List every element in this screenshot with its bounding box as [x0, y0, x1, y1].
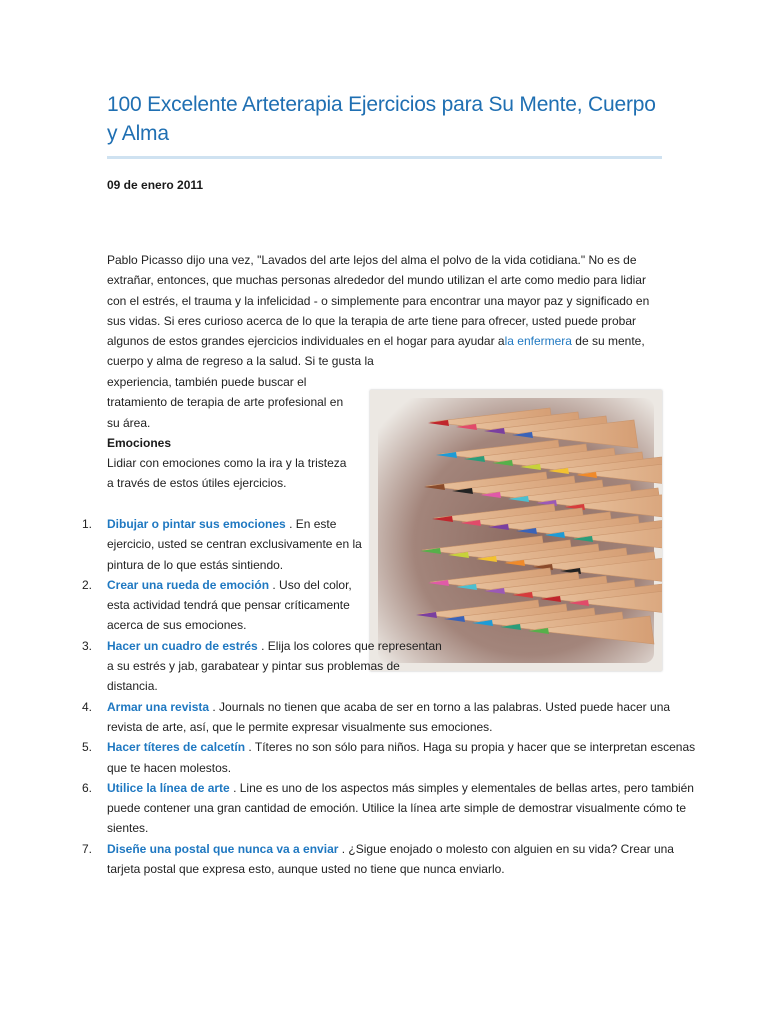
exercise-link[interactable]: Dibujar o pintar sus emociones: [107, 517, 286, 531]
exercise-text: . En este ejercicio, usted se centran exclusivamente en la pintura de lo que estás sintiendo.: [107, 517, 362, 572]
list-number: 3.: [82, 638, 93, 653]
page-title: 100 Excelente Arteterapia Ejercicios para Su Mente, Cuerpo y Alma: [107, 93, 656, 145]
exercise-text: . Títeres no son sólo para niños. Haga su propia y hacer que se interpretan escenas que te hacen molestos.: [107, 740, 696, 775]
exercise-text: . Elija los colores que representan a su estrés y jab, garabatear y pintar sus problemas de distancia.: [107, 638, 442, 694]
list-number: 4.: [82, 699, 93, 714]
exercise-link[interactable]: Hacer un cuadro de estrés: [107, 638, 258, 653]
post-date: 09 de enero 2011: [107, 178, 204, 192]
list-item: [70, 697, 707, 738]
exercise-link[interactable]: Diseñe una postal que nunca va a enviar: [107, 841, 339, 856]
intro-wrap-text: experiencia, también puede buscar el tratamiento de terapia de arte profesional en su área.: [107, 375, 344, 430]
exercise-text: . Journals no tienen que acaba de ser en torno a las palabras. Usted puede hacer una revista de arte, así, que le permite expresar visualmente sus emociones.: [107, 699, 671, 734]
title-divider: [107, 156, 662, 159]
list-item: [70, 636, 447, 697]
exercise-text: . Uso del color, esta actividad tendrá que pensar críticamente acerca de sus emociones.: [107, 577, 352, 633]
list-number: 1.: [82, 517, 93, 531]
list-item: [70, 737, 707, 778]
list-item: [70, 575, 372, 636]
section-heading: Emociones: [107, 435, 172, 450]
exercise-list: [70, 514, 696, 879]
exercise-link[interactable]: Utilice la línea de arte: [107, 780, 230, 795]
exercise-link[interactable]: Crear una rueda de emoción: [107, 577, 270, 592]
list-number: 7.: [82, 841, 93, 856]
section-text: Lidiar con emociones como la ira y la tristeza a través de estos útiles ejercicios.: [107, 456, 347, 491]
list-number: 5.: [82, 740, 93, 755]
exercise-link[interactable]: Armar una revista: [107, 699, 210, 714]
intro-wrap-column: [107, 372, 347, 494]
intro-text: Pablo Picasso dijo una vez, "Lavados del arte lejos del alma el polvo de la vida cotidiana." No es de extrañar, entonces, que muchas personas alrededor del mundo utilizan el arte como medio para lidiar con el estrés, el trauma y la infelicidad - o simplemente para encontrar una mayor paz y significado en sus vidas. Si eres curioso acerca de lo que la terapia de arte tiene para ofrecer, usted puede probar algunos de estos grandes ejercicios individuales en el hogar para ayudar a: [107, 253, 650, 349]
list-number: 2.: [82, 577, 93, 592]
enfermera-link[interactable]: la enfermera: [504, 334, 572, 349]
exercise-link[interactable]: Hacer títeres de calcetín: [107, 740, 246, 755]
list-item: [70, 778, 707, 839]
intro-text-after: de su mente, cuerpo y alma de regreso a la salud. Si te gusta la: [107, 334, 645, 369]
list-item: [70, 839, 707, 880]
exercise-text: . ¿Sigue enojado o molesto con alguien en su vida? Crear una tarjeta postal que expresa esto, aunque usted no tiene que nunca enviarlo.: [107, 841, 674, 877]
intro-paragraph: [107, 250, 662, 372]
exercise-text: . Line es uno de los aspectos más simples y elementales de bellas artes, pero también puede contener una gran cantidad de emoción. Utilice la línea arte simple de demostrar visualmente cómo te sientes.: [107, 780, 694, 836]
list-item: [70, 514, 367, 575]
list-number: 6.: [82, 780, 93, 795]
